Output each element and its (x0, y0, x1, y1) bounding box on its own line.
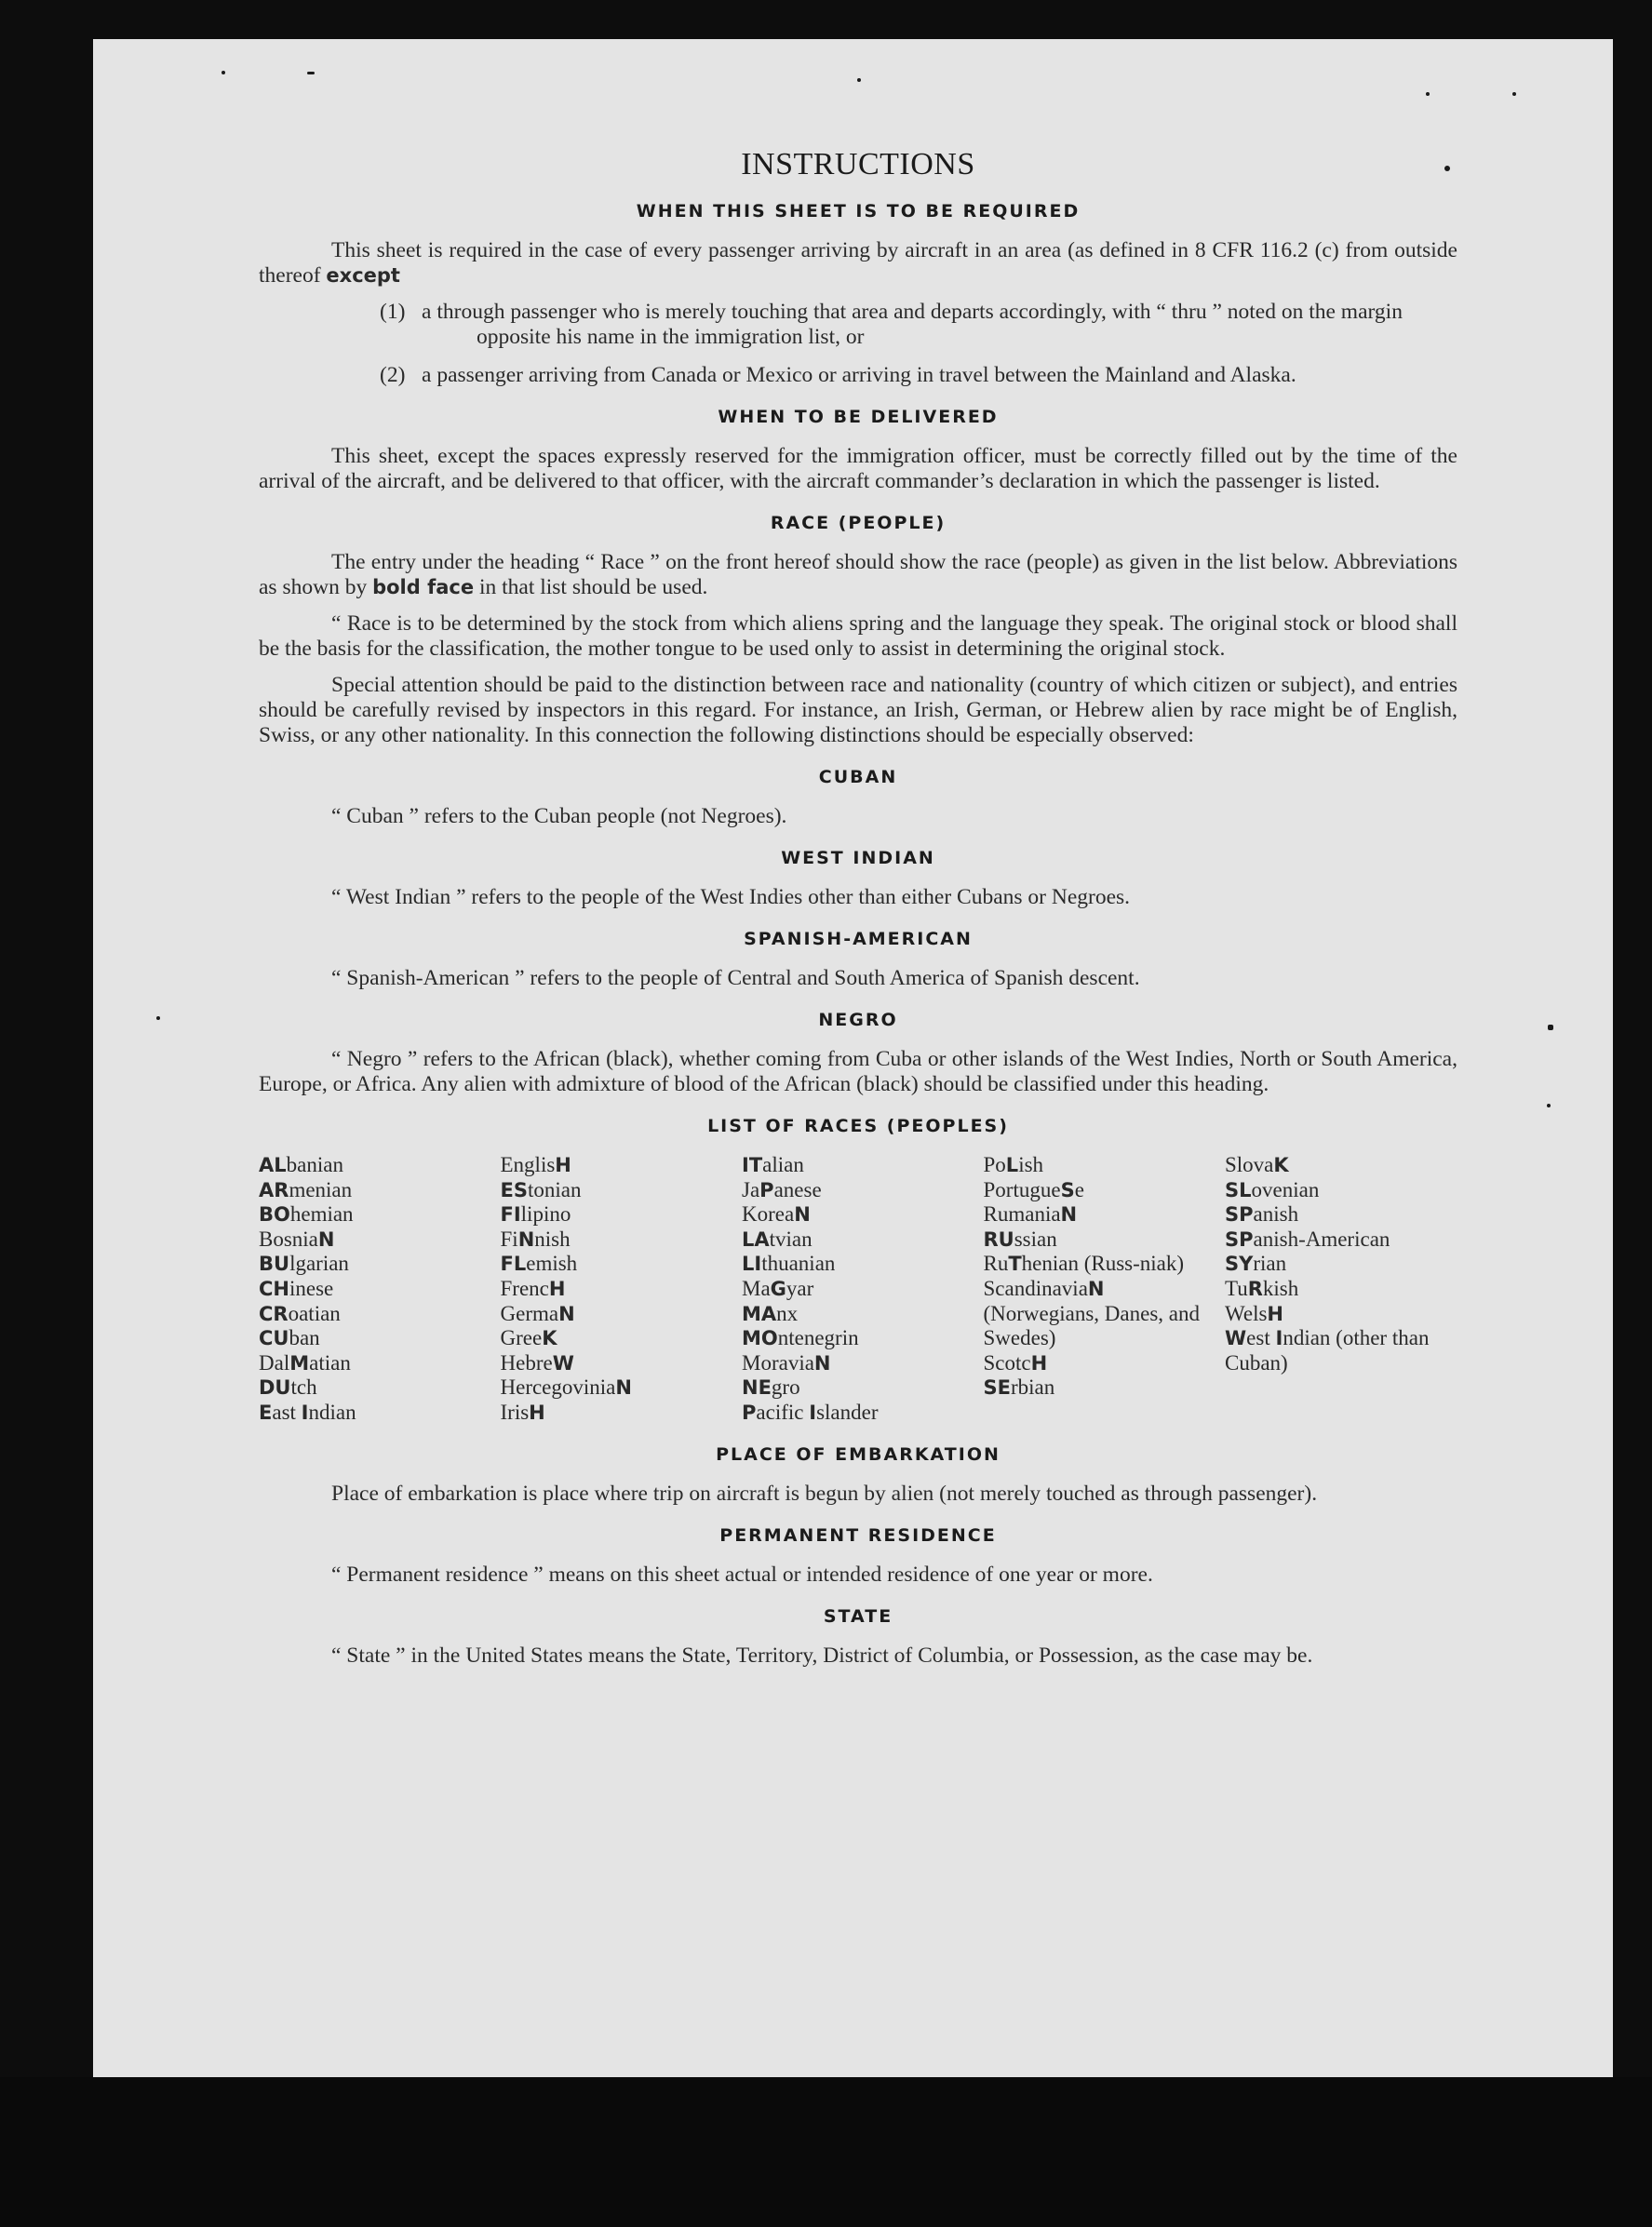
race-text: tonian (527, 1177, 582, 1201)
race-text: lgarian (289, 1252, 349, 1276)
race-entry (742, 1252, 974, 1277)
race-entry (742, 1351, 974, 1376)
race-entry (259, 1351, 491, 1376)
race-text: Rumania (983, 1202, 1061, 1227)
race-abbrev: H (529, 1401, 545, 1424)
race-entry (501, 1351, 733, 1376)
race-entry (501, 1202, 733, 1228)
race-text: anish-American (1253, 1227, 1390, 1251)
paragraph-race-1: The entry under the heading “ Race ” on the front hereof should show the race (people) as given in the list below. Abbreviations as shown by bold face in that list should be used. (259, 550, 1457, 599)
race-text: Portugue (983, 1177, 1061, 1201)
race-abbrev: K (542, 1327, 557, 1350)
race-entry (501, 1375, 733, 1401)
race-abbrev: I (809, 1401, 817, 1424)
race-entry (1225, 1302, 1457, 1327)
race-abbrev: SP (1225, 1228, 1254, 1251)
bold-face-text: bold face (372, 576, 475, 598)
race-text: rbian (1010, 1375, 1055, 1400)
race-abbrev: CU (259, 1327, 289, 1350)
race-abbrev: N (1060, 1203, 1078, 1227)
race-entry (1225, 1252, 1457, 1277)
bold-except: except (326, 264, 400, 287)
race-entry (259, 1202, 491, 1228)
race-entry (984, 1202, 1216, 1228)
paragraph-west-indian: “ West Indian ” refers to the people of the West Indies other than either Cubans or Negroes. (331, 885, 1131, 909)
race-abbrev: S (1060, 1178, 1075, 1201)
race-text: nish (534, 1227, 571, 1251)
race-entry (742, 1302, 974, 1327)
paragraph-race-3: Special attention should be paid to the distinction between race and nationality (country of which citizen or subject), and entries should be carefully revised by inspectors in this regard. For instance, an Irish, German, or Hebrew alien by race might be of English, Swiss, or any other nationality. In this connection the following distinctions should be especially observed: (259, 673, 1457, 747)
race-entry (259, 1302, 491, 1327)
race-entry (742, 1202, 974, 1228)
race-abbrev: SL (1225, 1178, 1252, 1201)
paragraph-cuban: “ Cuban ” refers to the Cuban people (not Negroes). (331, 804, 787, 828)
race-entry (742, 1277, 974, 1302)
race-text: Dal (259, 1350, 290, 1375)
scan-speck (1426, 92, 1430, 96)
paragraph-when-delivered: This sheet, except the spaces expressly reserved for the immigration officer, must be correctly filled out by the time of the arrival of the aircraft, and be delivered to that officer, with the aircraft commander’s declaration in which the passenger is listed. (259, 444, 1457, 493)
race-abbrev: R (1247, 1277, 1263, 1300)
race-entry (742, 1375, 974, 1401)
race-text: rian (1253, 1252, 1287, 1276)
race-entry (742, 1178, 974, 1203)
race-text: Wels (1225, 1301, 1268, 1325)
race-entry (259, 1277, 491, 1302)
race-note: (other than Cuban) (1225, 1326, 1430, 1375)
race-entry (1225, 1178, 1457, 1203)
race-abbrev: P (742, 1401, 757, 1424)
race-text: Scotc (983, 1350, 1031, 1375)
race-abbrev: AL (259, 1154, 287, 1176)
race-abbrev: N (1087, 1277, 1105, 1300)
race-text: Hebre (500, 1350, 553, 1375)
race-entry (501, 1302, 733, 1327)
race-abbrev: G (770, 1277, 786, 1300)
race-entry (259, 1178, 491, 1203)
race-abbrev: AR (259, 1178, 289, 1201)
race-text: tvian (769, 1227, 813, 1251)
race-text: Ja (742, 1177, 760, 1201)
heading-when-delivered: WHEN TO BE DELIVERED (718, 407, 999, 427)
race-text: thuanian (761, 1252, 836, 1276)
heading-embarkation: PLACE OF EMBARKATION (716, 1443, 1001, 1465)
race-text: atian (309, 1350, 351, 1375)
race-entry (984, 1228, 1216, 1253)
heading-cuban: CUBAN (818, 767, 898, 787)
race-abbrev: P (759, 1178, 774, 1201)
race-entry (259, 1228, 491, 1253)
race-note: (Norwegians, Danes, and Swedes) (983, 1301, 1200, 1350)
race-abbrev: SE (983, 1376, 1011, 1400)
race-entry (742, 1326, 974, 1351)
race-abbrev: BU (259, 1253, 290, 1276)
race-text: menian (289, 1177, 353, 1201)
race-text: ast (272, 1400, 302, 1424)
race-text: Englis (500, 1153, 556, 1176)
race-entry (259, 1153, 491, 1178)
race-abbrev: H (555, 1154, 571, 1176)
race-abbrev: N (794, 1203, 811, 1227)
race-abbrev: N (615, 1376, 632, 1400)
race-text: Korea (742, 1202, 795, 1227)
race-abbrev: RU (983, 1228, 1014, 1251)
race-entry (1225, 1153, 1457, 1178)
heading-race: RACE (PEOPLE) (770, 513, 947, 533)
race-entry (1225, 1202, 1457, 1228)
race-abbrev: MO (742, 1327, 778, 1350)
race-abbrev: M (289, 1351, 310, 1375)
race-text: e (1074, 1177, 1084, 1201)
race-entry (501, 1153, 733, 1178)
race-text: Frenc (500, 1276, 549, 1300)
race-abbrev: N (317, 1228, 335, 1251)
instructions-body (259, 147, 1457, 1680)
race-abbrev: T (1008, 1253, 1022, 1276)
race-text: ovenian (1251, 1177, 1320, 1201)
race-text: ndian (1283, 1326, 1331, 1350)
race-text: Iris (500, 1400, 530, 1424)
race-abbrev: K (1273, 1154, 1289, 1176)
race-abbrev: FL (500, 1253, 527, 1276)
race-text: ssian (1014, 1227, 1057, 1251)
race-text: Moravia (742, 1350, 814, 1375)
race-entry (984, 1178, 1216, 1203)
race-abbrev: LI (742, 1253, 762, 1276)
race-abbrev: W (552, 1351, 574, 1375)
race-text: Germa (500, 1301, 559, 1325)
race-column (742, 1153, 974, 1426)
scan-speck (857, 78, 861, 82)
heading-when-required: WHEN THIS SHEET IS TO BE REQUIRED (636, 201, 1081, 221)
race-entry (259, 1252, 491, 1277)
race-text: anish (1253, 1202, 1299, 1227)
heading-negro: NEGRO (818, 1010, 898, 1030)
race-abbrev: DU (259, 1376, 291, 1400)
race-entry (501, 1178, 733, 1203)
race-entry (1225, 1228, 1457, 1253)
race-abbrev: N (558, 1302, 575, 1325)
race-column (984, 1153, 1216, 1426)
race-text: ntenegrin (777, 1326, 859, 1350)
race-entry (501, 1326, 733, 1351)
race-text: ndian (308, 1400, 356, 1424)
scan-speck (156, 1016, 160, 1020)
race-column (1225, 1153, 1457, 1426)
page-title: INSTRUCTIONS (741, 147, 975, 181)
race-abbrev: SY (1225, 1253, 1254, 1276)
race-text: Tu (1225, 1276, 1248, 1300)
race-text: tch (290, 1375, 317, 1400)
race-text: ban (289, 1326, 320, 1350)
race-text: Po (983, 1153, 1006, 1176)
scan-speck (1547, 1104, 1551, 1107)
race-entry (501, 1228, 733, 1253)
paragraph-spanish-american: “ Spanish-American ” refers to the people of Central and South America of Spanish descent. (331, 966, 1140, 990)
race-entry (501, 1252, 733, 1277)
race-text: ish (1018, 1153, 1044, 1176)
heading-state: STATE (823, 1605, 893, 1627)
race-entry (984, 1277, 1216, 1351)
paragraph-state: “ State ” in the United States means the State, Territory, District of Columbia, or Possession, as the case may be. (331, 1643, 1313, 1668)
scan-speck (222, 71, 225, 74)
race-entry (1225, 1277, 1457, 1302)
race-entry (984, 1252, 1216, 1277)
race-abbrev: LA (742, 1228, 770, 1251)
race-text: Fi (500, 1227, 518, 1251)
race-entry (742, 1153, 974, 1178)
race-abbrev: N (517, 1228, 535, 1251)
race-text: oatian (288, 1301, 341, 1325)
race-text: Ma (742, 1276, 771, 1300)
race-entry (259, 1326, 491, 1351)
race-text: inese (289, 1276, 334, 1300)
race-text: banian (286, 1153, 343, 1176)
race-abbrev: I (301, 1401, 309, 1424)
scan-speck (307, 72, 315, 74)
race-text: alian (762, 1153, 804, 1176)
race-text: nx (776, 1301, 799, 1325)
race-text: acific (756, 1400, 810, 1424)
exception-item-2: (2) a passenger arriving from Canada or Mexico or arriving in travel between the Mainland and Alaska. (380, 363, 1296, 387)
scan-speck (1512, 92, 1516, 96)
race-abbrev: MA (742, 1302, 777, 1325)
race-entry (984, 1375, 1216, 1401)
race-text: henian (1021, 1252, 1079, 1276)
race-entry (501, 1401, 733, 1426)
paragraph-negro: “ Negro ” refers to the African (black), whether coming from Cuba or other islands of the West Indies, North or South America, Europe, or Africa. Any alien with admixture of blood of the African (black) should be classified under this heading. (259, 1047, 1457, 1096)
race-entry (742, 1401, 974, 1426)
race-abbrev: SP (1225, 1203, 1254, 1227)
race-entry (259, 1375, 491, 1401)
race-text: yar (786, 1276, 814, 1300)
race-entry (501, 1277, 733, 1302)
heading-list-of-races: LIST OF RACES (PEOPLES) (707, 1116, 1009, 1136)
race-text: Hercegovinia (500, 1375, 616, 1400)
race-abbrev: I (1275, 1327, 1283, 1350)
race-text: lipino (520, 1202, 571, 1227)
race-text: Scandinavia (983, 1276, 1088, 1300)
race-abbrev: W (1225, 1327, 1247, 1350)
race-column (259, 1153, 491, 1426)
race-text: Slova (1225, 1153, 1274, 1176)
race-entry (984, 1153, 1216, 1178)
heading-permanent-residence: PERMANENT RESIDENCE (719, 1524, 997, 1546)
race-abbrev: CH (259, 1277, 289, 1300)
race-text: Bosnia (259, 1227, 318, 1251)
race-abbrev: N (813, 1351, 831, 1375)
race-list (259, 1153, 1457, 1426)
paragraph-race-2: “ Race is to be determined by the stock from which aliens spring and the language they speak. The original stock or blood shall be the basis for the classification, the mother tongue to be used only to assist in determining the original stock. (259, 611, 1457, 661)
heading-west-indian: WEST INDIAN (781, 848, 935, 868)
race-abbrev: H (1267, 1302, 1283, 1325)
race-text: est (1246, 1326, 1276, 1350)
race-abbrev: ES (500, 1178, 528, 1201)
race-abbrev: E (259, 1401, 273, 1424)
race-text: Gree (500, 1326, 543, 1350)
scan-speck (1548, 1025, 1553, 1030)
race-text: hemian (289, 1202, 354, 1227)
scan-border (0, 2077, 1652, 2227)
race-note: (Russ-niak) (1083, 1252, 1185, 1276)
race-abbrev: CR (259, 1302, 289, 1325)
race-abbrev: L (1005, 1154, 1019, 1176)
race-text: emish (526, 1252, 578, 1276)
race-abbrev: NE (742, 1376, 772, 1400)
paragraph-permanent-residence: “ Permanent residence ” means on this sheet actual or intended residence of one year or more. (331, 1562, 1153, 1587)
race-text: kish (1262, 1276, 1299, 1300)
race-abbrev: FI (500, 1203, 521, 1227)
race-text: slander (816, 1400, 879, 1424)
race-column (501, 1153, 733, 1426)
race-entry (984, 1351, 1216, 1376)
heading-spanish-american: SPANISH-AMERICAN (744, 929, 973, 949)
race-abbrev: H (548, 1277, 566, 1300)
paragraph-when-required: This sheet is required in the case of every passenger arriving by aircraft in an area (as defined in 8 CFR 116.2 (c) from outside thereof except (259, 238, 1457, 288)
race-abbrev: IT (742, 1154, 763, 1176)
race-text: gro (771, 1375, 800, 1400)
exception-item-1: (1) a through passenger who is merely touching that area and departs accordingly, with “ thru ” noted on the margin opposite his name in the immigration list, or (380, 300, 1403, 349)
race-entry (742, 1228, 974, 1253)
race-entry (259, 1401, 491, 1426)
race-abbrev: BO (259, 1203, 290, 1227)
race-entry (1225, 1326, 1457, 1375)
race-abbrev: H (1030, 1351, 1048, 1375)
race-text: anese (773, 1177, 822, 1201)
paragraph-embarkation: Place of embarkation is place where trip on aircraft is begun by alien (not merely touched as through passenger). (331, 1481, 1318, 1506)
race-text: Ru (983, 1252, 1009, 1276)
